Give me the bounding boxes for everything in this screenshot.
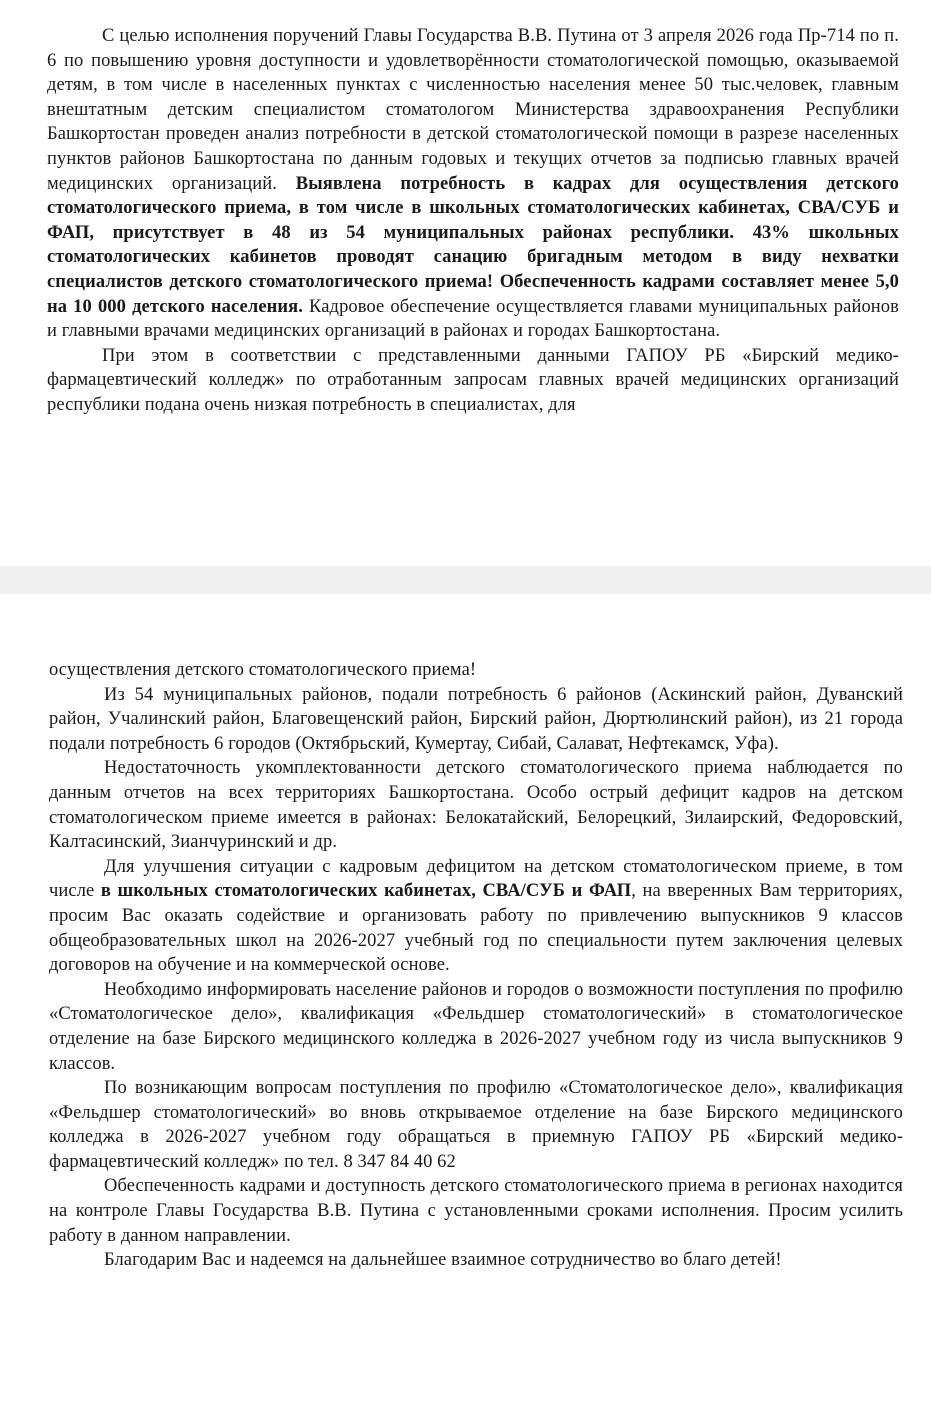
paragraph-continuation: осуществления детского стоматологического приема! — [49, 660, 477, 680]
document-page-2 — [0, 594, 931, 1401]
paragraph-control: Обеспеченность кадрами и доступность детского стоматологического приема в регионах находится на контроле Главы Государства В.В. Путина с установленными сроками исполнения. Просим усилить работу в данном направлении. — [49, 1176, 903, 1246]
document-page-1 — [0, 0, 931, 566]
paragraph-analysis — [47, 24, 899, 344]
paragraph-analysis-intro: С целью исполнения поручений Главы Государства В.В. Путина от 3 апреля 2026 года Пр-714 по п. 6 по повышению уровня доступности и удовлетворённости стоматологической помощью, оказываемой детям, в том числе в населенных пунктах с численностью населения менее 50 тыс.человек, главным внештатным детским специалистом стоматологом Министерства здравоохранения Республики Башкортостан проведен анализ потребности в детской стоматологической помощи в разрезе населенных пунктов районов Башкортостана по данным годовых и текущих отчетов за подписью главных врачей медицинских организаций. — [47, 26, 899, 194]
paragraph-contacts: По возникающим вопросам поступления по профилю «Стоматологическое дело», квалификация «Фельдшер стоматологический» во вновь открываемое отделение на базе Бирского медицинского колледжа в 2026-2027 учебном году обращаться в приемную ГАПОУ РБ «Бирский медико-фармацевтический колледж» по тел. 8 347 84 40 62 — [49, 1078, 903, 1172]
paragraph-college-data: При этом в соответствии с представленными данными ГАПОУ РБ «Бирский медико-фармацевтический колледж» по отработанным запросам главных врачей медицинских организаций республики подана очень низкая потребность в специалистах, для — [47, 345, 899, 415]
paragraph-shortage: Недостаточность укомплектованности детского стоматологического приема наблюдается по данным отчетов на всех территориях Башкортостана. Особо острый дефицит кадров на детском стоматологическом приеме имеется в районах: Белокатайский, Белорецкий, Зилаирский, Федоровский, Калтасинский, Зианчуринский и др. — [49, 758, 903, 853]
paragraph-request — [49, 855, 903, 978]
paragraph-request-intro: Для улучшения ситуации с кадровым дефицитом на детском стоматологическом приеме, в том числе — [49, 856, 903, 902]
paragraph-inform: Необходимо информировать население районов и городов о возможности поступления по профилю «Стоматологическое дело», квалификация «Фельдшер стоматологический» в стоматологическое отделение на базе Бирского медицинского колледжа в 2026-2027 учебном году из числа выпускников 9 классов. — [49, 979, 903, 1074]
paragraph-districts: Из 54 муниципальных районов, подали потребность 6 районов (Аскинский район, Дуванский район, Учалинский район, Благовещенский район, Бирский район, Дюртюлинский район), из 21 города подали потребность 6 городов (Октябрьский, Кумертау, Сибай, Салават, Нефтекамск, Уфа). — [49, 684, 903, 754]
page-1-body — [47, 24, 899, 418]
paragraph-request-bold: в школьных стоматологических кабинетах, СВА/СУБ и ФАП — [100, 881, 632, 902]
paragraph-request-outro: , на вверенных Вам территориях, просим Вас оказать содействие и организовать работу по привлечению выпускников 9 классов общеобразовательных школ на 2026-2027 учебный год по специальности путем заключения целевых договоров на обучение и на коммерческой основе. — [49, 881, 903, 976]
paragraph-analysis-bold: Выявлена потребность в кадрах для осуществления детского стоматологического приема, в том числе в школьных стоматологических кабинетах, СВА/СУБ и ФАП, присутствует в 48 из 54 муниципальных районах республики. 43% школьных стоматологических кабинетов проводят санацию бригадным методом в виду нехватки специалистов детского стоматологического приема! Обеспеченность кадрами составляет менее 5,0 на 10 000 детского населения. — [47, 173, 900, 317]
paragraph-thanks: Благодарим Вас и надеемся на дальнейшее взаимное сотрудничество во благо детей! — [104, 1250, 782, 1271]
page-separator — [0, 566, 931, 594]
page-2-body — [49, 658, 903, 1273]
paragraph-analysis-outro: Кадровое обеспечение осуществляется главами муниципальных районов и главными врачами медицинских организаций в районах и городах Башкортостана. — [47, 296, 899, 342]
